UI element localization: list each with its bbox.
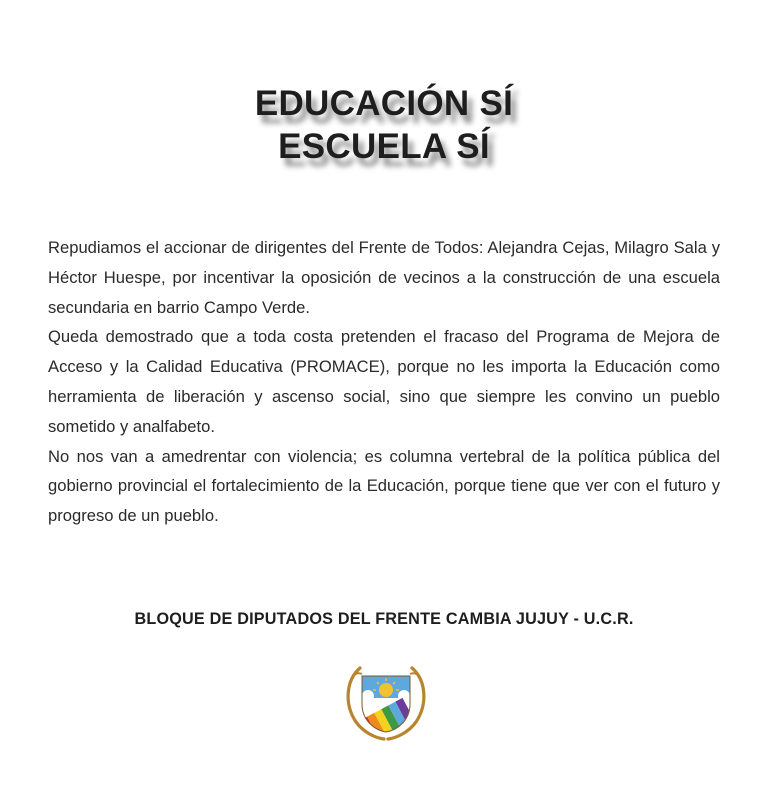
body-paragraph-1: Repudiamos el accionar de dirigentes del Frente de Todos: Alejandra Cejas, Milagro Sala y Héctor Huespe, por incentivar la oposición de vecinos a la construcción de una escuela secundaria en barrio Campo Verde. [48,238,720,317]
body-paragraph-2: Queda demostrado que a toda costa pretenden el fracaso del Programa de Mejora de Acceso y la Calidad Educativa (PROMACE), porque no les importa la Educación como herramienta de liberación y ascenso social, sino que siempre les convino un pueblo sometido y analfabeto. [48,327,720,436]
document-title [0,82,768,168]
title-line-2: ESCUELA SÍ [278,127,490,166]
statement-body [48,233,720,531]
jujuy-provincial-emblem-icon [340,660,432,742]
signature-line: BLOQUE DE DIPUTADOS DEL FRENTE CAMBIA JUJUY - U.C.R. [134,610,634,628]
body-paragraph-3: No nos van a amedrentar con violencia; es columna vertebral de la política pública del gobierno provincial el fortalecimiento de la Educación, porque tiene que ver con el futuro y progreso de un pueblo. [48,446,720,526]
title-line-1: EDUCACIÓN SÍ [254,84,514,123]
